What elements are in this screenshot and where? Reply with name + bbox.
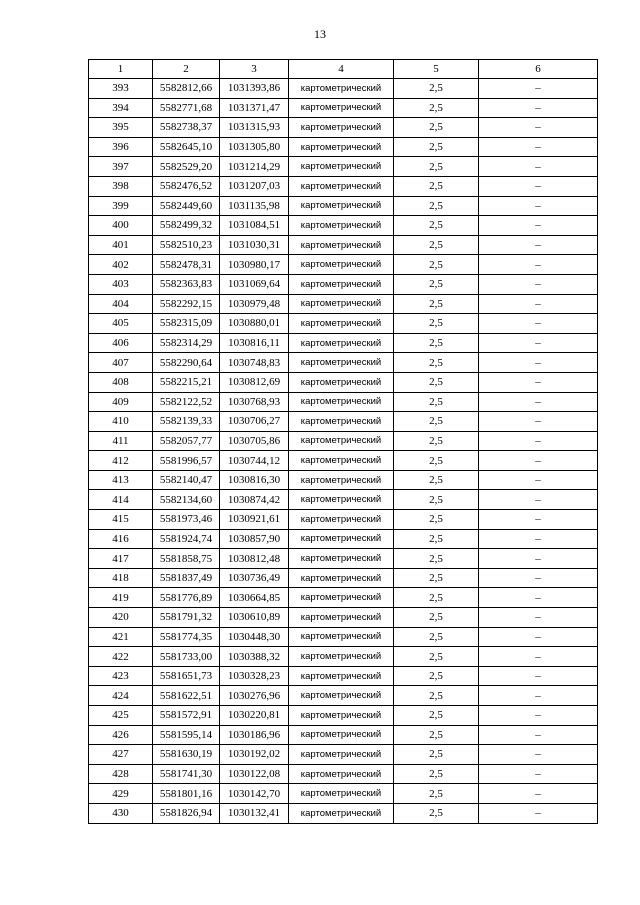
y-coordinate-cell: 1030186,96 (220, 725, 289, 745)
y-coordinate-cell: 1030664,85 (220, 588, 289, 608)
accuracy-cell: 2,5 (394, 764, 479, 784)
table-row (89, 549, 598, 569)
note-cell: – (479, 196, 598, 216)
method-cell: картометрический (289, 647, 394, 667)
accuracy-cell: 2,5 (394, 529, 479, 549)
x-coordinate-cell: 5581801,16 (153, 784, 220, 804)
note-cell: – (479, 176, 598, 196)
method-cell: картометрический (289, 706, 394, 726)
accuracy-cell: 2,5 (394, 490, 479, 510)
method-cell: картометрический (289, 431, 394, 451)
note-cell: – (479, 353, 598, 373)
accuracy-cell: 2,5 (394, 666, 479, 686)
y-coordinate-cell: 1031207,03 (220, 176, 289, 196)
note-cell: – (479, 118, 598, 138)
accuracy-cell: 2,5 (394, 79, 479, 99)
column-header: 3 (220, 60, 289, 79)
y-coordinate-cell: 1030816,30 (220, 470, 289, 490)
x-coordinate-cell: 5582510,23 (153, 235, 220, 255)
accuracy-cell: 2,5 (394, 431, 479, 451)
y-coordinate-cell: 1030812,69 (220, 372, 289, 392)
y-coordinate-cell: 1030816,11 (220, 333, 289, 353)
table-row (89, 803, 598, 823)
method-cell: картометрический (289, 764, 394, 784)
table-row (89, 431, 598, 451)
method-cell: картометрический (289, 137, 394, 157)
accuracy-cell: 2,5 (394, 725, 479, 745)
table-row (89, 274, 598, 294)
table-row (89, 784, 598, 804)
note-cell: – (479, 470, 598, 490)
table-row (89, 764, 598, 784)
accuracy-cell: 2,5 (394, 647, 479, 667)
method-cell: картометрический (289, 235, 394, 255)
column-header: 5 (394, 60, 479, 79)
y-coordinate-cell: 1031315,93 (220, 118, 289, 138)
point-number-cell: 394 (89, 98, 153, 118)
point-number-cell: 424 (89, 686, 153, 706)
method-cell: картометрический (289, 294, 394, 314)
note-cell: – (479, 372, 598, 392)
table-row (89, 235, 598, 255)
table-row (89, 470, 598, 490)
x-coordinate-cell: 5582315,09 (153, 314, 220, 334)
note-cell: – (479, 235, 598, 255)
point-number-cell: 427 (89, 745, 153, 765)
point-number-cell: 404 (89, 294, 153, 314)
method-cell: картометрический (289, 627, 394, 647)
note-cell: – (479, 255, 598, 275)
accuracy-cell: 2,5 (394, 118, 479, 138)
accuracy-cell: 2,5 (394, 157, 479, 177)
table-row (89, 725, 598, 745)
point-number-cell: 408 (89, 372, 153, 392)
note-cell: – (479, 803, 598, 823)
y-coordinate-cell: 1030142,70 (220, 784, 289, 804)
method-cell: картометрический (289, 196, 394, 216)
point-number-cell: 430 (89, 803, 153, 823)
method-cell: картометрический (289, 568, 394, 588)
table-row (89, 451, 598, 471)
x-coordinate-cell: 5581595,14 (153, 725, 220, 745)
x-coordinate-cell: 5581733,00 (153, 647, 220, 667)
accuracy-cell: 2,5 (394, 451, 479, 471)
y-coordinate-cell: 1031069,64 (220, 274, 289, 294)
point-number-cell: 414 (89, 490, 153, 510)
y-coordinate-cell: 1030192,02 (220, 745, 289, 765)
x-coordinate-cell: 5581826,94 (153, 803, 220, 823)
table-row (89, 627, 598, 647)
point-number-cell: 417 (89, 549, 153, 569)
note-cell: – (479, 784, 598, 804)
x-coordinate-cell: 5581776,89 (153, 588, 220, 608)
point-number-cell: 428 (89, 764, 153, 784)
point-number-cell: 403 (89, 274, 153, 294)
x-coordinate-cell: 5582645,10 (153, 137, 220, 157)
note-cell: – (479, 510, 598, 530)
x-coordinate-cell: 5581791,32 (153, 608, 220, 628)
y-coordinate-cell: 1030748,83 (220, 353, 289, 373)
note-cell: – (479, 137, 598, 157)
note-cell: – (479, 216, 598, 236)
accuracy-cell: 2,5 (394, 314, 479, 334)
table-row (89, 588, 598, 608)
table-row (89, 333, 598, 353)
table-row (89, 314, 598, 334)
method-cell: картометрический (289, 510, 394, 530)
x-coordinate-cell: 5582478,31 (153, 255, 220, 275)
method-cell: картометрический (289, 118, 394, 138)
table-row (89, 510, 598, 530)
method-cell: картометрический (289, 451, 394, 471)
accuracy-cell: 2,5 (394, 588, 479, 608)
y-coordinate-cell: 1030880,01 (220, 314, 289, 334)
method-cell: картометрический (289, 666, 394, 686)
column-header: 4 (289, 60, 394, 79)
note-cell: – (479, 490, 598, 510)
table-row (89, 98, 598, 118)
note-cell: – (479, 79, 598, 99)
y-coordinate-cell: 1031214,29 (220, 157, 289, 177)
y-coordinate-cell: 1030276,96 (220, 686, 289, 706)
table-row (89, 353, 598, 373)
accuracy-cell: 2,5 (394, 274, 479, 294)
y-coordinate-cell: 1030921,61 (220, 510, 289, 530)
note-cell: – (479, 392, 598, 412)
table-row (89, 372, 598, 392)
x-coordinate-cell: 5582499,32 (153, 216, 220, 236)
point-number-cell: 393 (89, 79, 153, 99)
accuracy-cell: 2,5 (394, 392, 479, 412)
method-cell: картометрический (289, 490, 394, 510)
point-number-cell: 398 (89, 176, 153, 196)
accuracy-cell: 2,5 (394, 803, 479, 823)
x-coordinate-cell: 5582449,60 (153, 196, 220, 216)
accuracy-cell: 2,5 (394, 549, 479, 569)
note-cell: – (479, 294, 598, 314)
y-coordinate-cell: 1030736,49 (220, 568, 289, 588)
method-cell: картометрический (289, 412, 394, 432)
note-cell: – (479, 549, 598, 569)
note-cell: – (479, 98, 598, 118)
y-coordinate-cell: 1031371,47 (220, 98, 289, 118)
x-coordinate-cell: 5581924,74 (153, 529, 220, 549)
method-cell: картометрический (289, 803, 394, 823)
method-cell: картометрический (289, 255, 394, 275)
x-coordinate-cell: 5581572,91 (153, 706, 220, 726)
x-coordinate-cell: 5581858,75 (153, 549, 220, 569)
y-coordinate-cell: 1030744,12 (220, 451, 289, 471)
table-row (89, 392, 598, 412)
accuracy-cell: 2,5 (394, 412, 479, 432)
y-coordinate-cell: 1031305,80 (220, 137, 289, 157)
x-coordinate-cell: 5582812,66 (153, 79, 220, 99)
x-coordinate-cell: 5582134,60 (153, 490, 220, 510)
note-cell: – (479, 764, 598, 784)
y-coordinate-cell: 1030220,81 (220, 706, 289, 726)
point-number-cell: 405 (89, 314, 153, 334)
column-header: 1 (89, 60, 153, 79)
x-coordinate-cell: 5582738,37 (153, 118, 220, 138)
table-header-row (89, 60, 598, 79)
method-cell: картометрический (289, 392, 394, 412)
y-coordinate-cell: 1030706,27 (220, 412, 289, 432)
note-cell: – (479, 314, 598, 334)
x-coordinate-cell: 5581651,73 (153, 666, 220, 686)
x-coordinate-cell: 5582292,15 (153, 294, 220, 314)
method-cell: картометрический (289, 686, 394, 706)
point-number-cell: 423 (89, 666, 153, 686)
column-header: 6 (479, 60, 598, 79)
method-cell: картометрический (289, 176, 394, 196)
accuracy-cell: 2,5 (394, 568, 479, 588)
note-cell: – (479, 157, 598, 177)
y-coordinate-cell: 1030980,17 (220, 255, 289, 275)
method-cell: картометрический (289, 372, 394, 392)
note-cell: – (479, 529, 598, 549)
table-body (89, 79, 598, 824)
accuracy-cell: 2,5 (394, 216, 479, 236)
point-number-cell: 401 (89, 235, 153, 255)
column-header: 2 (153, 60, 220, 79)
y-coordinate-cell: 1030328,23 (220, 666, 289, 686)
accuracy-cell: 2,5 (394, 196, 479, 216)
method-cell: картометрический (289, 157, 394, 177)
y-coordinate-cell: 1031393,86 (220, 79, 289, 99)
accuracy-cell: 2,5 (394, 510, 479, 530)
point-number-cell: 411 (89, 431, 153, 451)
method-cell: картометрический (289, 216, 394, 236)
note-cell: – (479, 706, 598, 726)
x-coordinate-cell: 5582139,33 (153, 412, 220, 432)
x-coordinate-cell: 5581996,57 (153, 451, 220, 471)
accuracy-cell: 2,5 (394, 255, 479, 275)
accuracy-cell: 2,5 (394, 176, 479, 196)
note-cell: – (479, 333, 598, 353)
coordinates-table (88, 59, 598, 824)
table-row (89, 745, 598, 765)
y-coordinate-cell: 1030448,30 (220, 627, 289, 647)
table-row (89, 647, 598, 667)
x-coordinate-cell: 5582140,47 (153, 470, 220, 490)
table-row (89, 196, 598, 216)
table-row (89, 666, 598, 686)
method-cell: картометрический (289, 549, 394, 569)
accuracy-cell: 2,5 (394, 608, 479, 628)
table-row (89, 79, 598, 99)
table-row (89, 490, 598, 510)
note-cell: – (479, 647, 598, 667)
x-coordinate-cell: 5582476,52 (153, 176, 220, 196)
x-coordinate-cell: 5582529,20 (153, 157, 220, 177)
x-coordinate-cell: 5582057,77 (153, 431, 220, 451)
point-number-cell: 421 (89, 627, 153, 647)
table-row (89, 294, 598, 314)
point-number-cell: 426 (89, 725, 153, 745)
table-row (89, 118, 598, 138)
table-row (89, 157, 598, 177)
point-number-cell: 422 (89, 647, 153, 667)
method-cell: картометрический (289, 79, 394, 99)
x-coordinate-cell: 5581741,30 (153, 764, 220, 784)
method-cell: картометрический (289, 314, 394, 334)
x-coordinate-cell: 5582290,64 (153, 353, 220, 373)
x-coordinate-cell: 5581973,46 (153, 510, 220, 530)
point-number-cell: 395 (89, 118, 153, 138)
note-cell: – (479, 745, 598, 765)
x-coordinate-cell: 5581630,19 (153, 745, 220, 765)
accuracy-cell: 2,5 (394, 98, 479, 118)
note-cell: – (479, 627, 598, 647)
accuracy-cell: 2,5 (394, 706, 479, 726)
note-cell: – (479, 412, 598, 432)
accuracy-cell: 2,5 (394, 745, 479, 765)
point-number-cell: 425 (89, 706, 153, 726)
point-number-cell: 429 (89, 784, 153, 804)
y-coordinate-cell: 1031135,98 (220, 196, 289, 216)
accuracy-cell: 2,5 (394, 686, 479, 706)
method-cell: картометрический (289, 608, 394, 628)
note-cell: – (479, 451, 598, 471)
y-coordinate-cell: 1031030,31 (220, 235, 289, 255)
table-row (89, 255, 598, 275)
x-coordinate-cell: 5582363,83 (153, 274, 220, 294)
y-coordinate-cell: 1030610,89 (220, 608, 289, 628)
accuracy-cell: 2,5 (394, 137, 479, 157)
note-cell: – (479, 686, 598, 706)
point-number-cell: 420 (89, 608, 153, 628)
point-number-cell: 407 (89, 353, 153, 373)
y-coordinate-cell: 1030979,48 (220, 294, 289, 314)
accuracy-cell: 2,5 (394, 333, 479, 353)
table-row (89, 608, 598, 628)
table-row (89, 216, 598, 236)
y-coordinate-cell: 1030857,90 (220, 529, 289, 549)
y-coordinate-cell: 1030132,41 (220, 803, 289, 823)
method-cell: картометрический (289, 784, 394, 804)
note-cell: – (479, 588, 598, 608)
page-number: 13 (314, 27, 326, 41)
point-number-cell: 416 (89, 529, 153, 549)
method-cell: картометрический (289, 333, 394, 353)
accuracy-cell: 2,5 (394, 784, 479, 804)
y-coordinate-cell: 1031084,51 (220, 216, 289, 236)
method-cell: картометрический (289, 98, 394, 118)
x-coordinate-cell: 5582215,21 (153, 372, 220, 392)
table-row (89, 176, 598, 196)
accuracy-cell: 2,5 (394, 353, 479, 373)
y-coordinate-cell: 1030874,42 (220, 490, 289, 510)
point-number-cell: 400 (89, 216, 153, 236)
accuracy-cell: 2,5 (394, 235, 479, 255)
accuracy-cell: 2,5 (394, 294, 479, 314)
note-cell: – (479, 568, 598, 588)
method-cell: картометрический (289, 353, 394, 373)
x-coordinate-cell: 5582122,52 (153, 392, 220, 412)
point-number-cell: 415 (89, 510, 153, 530)
y-coordinate-cell: 1030768,93 (220, 392, 289, 412)
note-cell: – (479, 431, 598, 451)
point-number-cell: 419 (89, 588, 153, 608)
y-coordinate-cell: 1030122,08 (220, 764, 289, 784)
x-coordinate-cell: 5581622,51 (153, 686, 220, 706)
y-coordinate-cell: 1030705,86 (220, 431, 289, 451)
method-cell: картометрический (289, 470, 394, 490)
point-number-cell: 409 (89, 392, 153, 412)
note-cell: – (479, 725, 598, 745)
point-number-cell: 410 (89, 412, 153, 432)
method-cell: картометрический (289, 725, 394, 745)
point-number-cell: 418 (89, 568, 153, 588)
method-cell: картометрический (289, 529, 394, 549)
point-number-cell: 412 (89, 451, 153, 471)
table-row (89, 686, 598, 706)
note-cell: – (479, 608, 598, 628)
accuracy-cell: 2,5 (394, 372, 479, 392)
method-cell: картометрический (289, 588, 394, 608)
table-row (89, 706, 598, 726)
x-coordinate-cell: 5582771,68 (153, 98, 220, 118)
y-coordinate-cell: 1030812,48 (220, 549, 289, 569)
table-row (89, 137, 598, 157)
table-row (89, 412, 598, 432)
x-coordinate-cell: 5582314,29 (153, 333, 220, 353)
note-cell: – (479, 666, 598, 686)
accuracy-cell: 2,5 (394, 627, 479, 647)
point-number-cell: 413 (89, 470, 153, 490)
note-cell: – (479, 274, 598, 294)
point-number-cell: 406 (89, 333, 153, 353)
point-number-cell: 396 (89, 137, 153, 157)
point-number-cell: 399 (89, 196, 153, 216)
accuracy-cell: 2,5 (394, 470, 479, 490)
point-number-cell: 397 (89, 157, 153, 177)
table-row (89, 529, 598, 549)
method-cell: картометрический (289, 745, 394, 765)
y-coordinate-cell: 1030388,32 (220, 647, 289, 667)
table-row (89, 568, 598, 588)
point-number-cell: 402 (89, 255, 153, 275)
x-coordinate-cell: 5581837,49 (153, 568, 220, 588)
x-coordinate-cell: 5581774,35 (153, 627, 220, 647)
method-cell: картометрический (289, 274, 394, 294)
